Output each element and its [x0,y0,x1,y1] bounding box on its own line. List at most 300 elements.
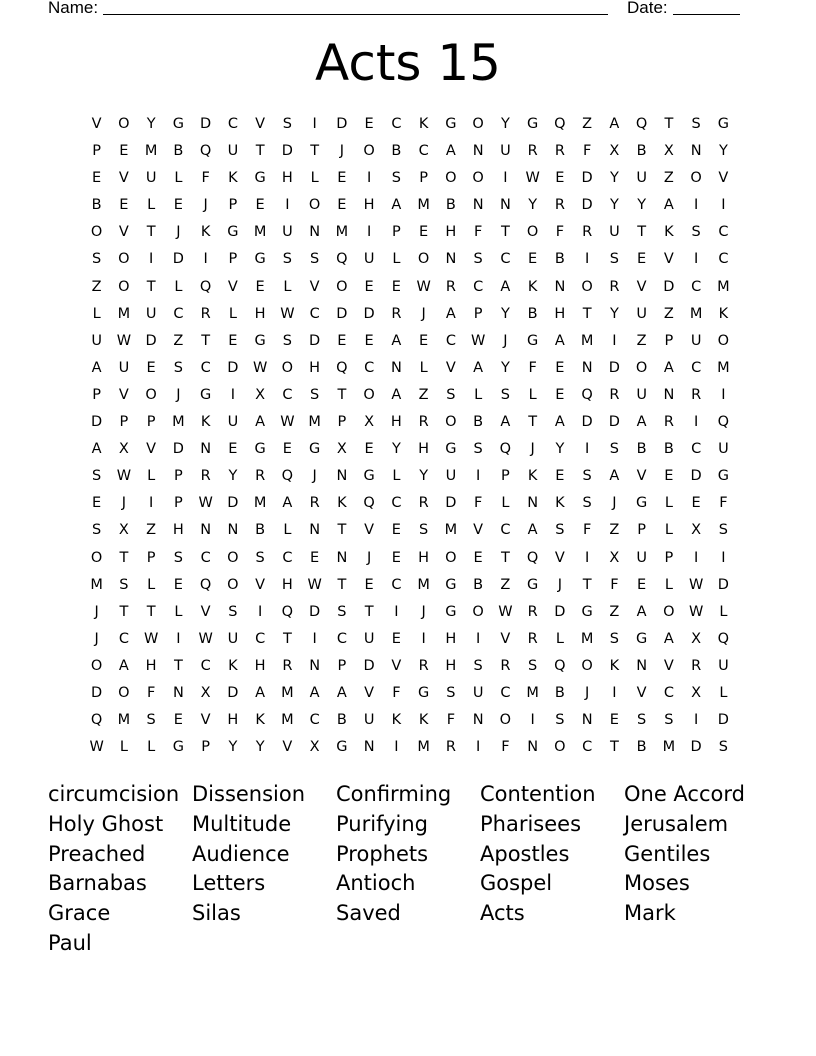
grid-letter: F [501,739,510,756]
grid-letter: O [227,576,239,593]
grid-letter: J [176,386,181,403]
grid-letter: D [309,603,321,620]
grid-letter: G [717,116,729,132]
grid-letter: N [663,386,675,403]
grid-letter: Y [500,305,510,322]
grid-row [83,114,737,141]
grid-letter: Y [228,739,238,756]
grid-letter: C [309,712,320,729]
grid-letter: Z [663,305,674,322]
grid-letter: K [200,224,211,241]
grid-letter: H [418,441,430,458]
grid-letter: S [555,712,565,729]
grid-row [83,195,737,222]
grid-letter: H [254,657,266,674]
grid-letter: U [145,305,157,322]
grid-letter: B [391,143,402,160]
grid-letter: Y [391,441,401,458]
grid-letter: I [693,414,699,431]
grid-letter: T [500,224,510,241]
grid-letter: T [146,278,156,295]
grid-letter: M [253,495,267,512]
grid-letter: P [174,495,183,512]
grid-letter: V [255,576,266,593]
grid-letter: V [364,522,375,539]
grid-letter: E [391,278,401,295]
grid-letter: S [119,576,129,593]
grid-letter: Q [363,495,375,512]
grid-letter: G [336,739,348,756]
grid-letter: A [609,116,620,132]
grid-letter: L [719,684,728,701]
grid-letter: A [391,197,402,214]
grid-letter: Q [499,441,512,458]
grid-letter: H [363,197,375,214]
grid-letter: W [198,495,213,512]
word-list-item: Jerusalem [624,811,729,836]
grid-letter: C [500,251,511,268]
grid-letter: C [500,684,511,701]
grid-letter: W [198,630,213,647]
grid-letter: D [200,116,212,132]
grid-letter: T [582,576,592,593]
grid-letter: R [418,657,429,674]
grid-letter: S [255,549,265,566]
grid-letter: H [445,630,457,647]
grid-letter: C [309,305,320,322]
grid-letter: N [336,549,348,566]
grid-letter: M [117,712,131,729]
grid-letter: Q [336,359,348,376]
grid-row [83,575,737,602]
grid-letter: B [91,197,102,214]
grid-letter: X [255,386,266,403]
grid-letter: H [281,576,293,593]
grid-letter: E [173,576,183,593]
grid-letter: F [473,495,483,512]
grid-letter: B [636,739,647,756]
grid-letter: V [282,739,293,756]
grid-letter: Y [609,197,619,214]
grid-letter: E [364,332,374,349]
grid-letter: H [554,305,566,322]
grid-letter: O [690,170,702,187]
grid-letter: O [145,386,157,403]
grid-letter: Y [500,359,510,376]
grid-letter: R [391,305,402,322]
grid-letter: X [118,441,129,458]
grid-letter: G [254,251,266,268]
grid-letter: U [363,712,375,729]
word-list-item: Antioch [336,871,416,896]
grid-letter: X [609,143,620,160]
grid-letter: Q [717,414,730,431]
grid-letter: M [580,332,594,349]
grid-letter: V [554,549,565,566]
grid-letter: J [339,143,345,160]
grid-letter: E [664,468,674,485]
header-row [0,0,816,22]
grid-letter: D [309,332,321,349]
grid-letter: N [581,712,593,729]
grid-letter: L [147,197,156,214]
grid-letter: S [582,468,592,485]
grid-letter: F [582,522,592,539]
grid-letter: A [391,386,402,403]
grid-letter: J [612,495,617,512]
grid-row [83,656,737,683]
grid-letter: L [119,739,128,756]
grid-row [83,737,737,764]
grid-letter: S [718,739,728,756]
grid-letter: J [503,332,508,349]
grid-letter: C [336,630,347,647]
grid-letter: E [255,278,265,295]
grid-letter: B [663,441,674,458]
grid-letter: X [691,684,702,701]
grid-letter: R [527,603,538,620]
grid-letter: V [227,278,238,295]
grid-letter: L [228,305,237,322]
grid-letter: Z [173,332,184,349]
grid-letter: D [608,359,620,376]
grid-letter: A [255,414,266,431]
grid-letter: R [309,495,320,512]
grid-letter: E [364,116,374,132]
grid-letter: Q [635,116,648,132]
grid-letter: U [363,251,375,268]
grid-letter: N [363,739,375,756]
grid-letter: D [717,712,729,729]
grid-letter: Q [526,549,539,566]
grid-letter: M [117,305,131,322]
grid-letter: P [637,522,646,539]
grid-letter: E [364,576,374,593]
grid-letter: K [228,170,238,187]
grid-letter: C [227,116,238,132]
grid-letter: G [636,630,648,647]
grid-letter: G [636,495,648,512]
grid-letter: J [366,549,372,566]
grid-letter: X [691,630,702,647]
grid-letter: I [584,251,590,268]
grid-letter: I [721,549,726,566]
grid-letter: G [527,576,539,593]
grid-letter: Z [500,576,511,593]
grid-letter: Y [500,116,510,132]
grid-letter: Y [637,197,647,214]
grid-letter: M [526,684,539,701]
grid-letter: M [717,278,730,295]
grid-letter: G [445,603,457,620]
grid-letter: O [90,549,103,566]
grid-letter: G [200,386,212,403]
grid-letter: K [200,414,211,431]
grid-letter: A [445,143,456,160]
grid-letter: E [337,197,347,214]
grid-letter: P [337,414,347,431]
grid-letter: T [664,116,674,132]
grid-letter: X [364,414,375,431]
grid-letter: J [530,441,535,458]
grid-letter: D [145,332,157,349]
grid-letter: Z [418,386,429,403]
grid-row [83,520,737,547]
grid-letter: B [473,414,484,431]
grid-letter: R [554,143,565,160]
grid-letter: I [366,224,372,241]
grid-letter: I [530,712,535,729]
grid-letter: E [555,386,565,403]
grid-letter: R [282,657,293,674]
grid-letter: N [200,441,212,458]
grid-letter: M [662,739,676,756]
grid-letter: A [663,359,674,376]
grid-letter: M [308,414,321,431]
word-list-item: Acts [480,901,525,926]
grid-letter: O [554,739,566,756]
grid-letter: T [337,576,347,593]
grid-letter: O [717,332,730,349]
grid-letter: S [337,603,347,620]
grid-row [83,168,737,195]
grid-letter: F [719,495,728,512]
grid-letter: I [475,630,481,647]
grid-letter: T [146,603,156,620]
word-list-item: Audience [192,841,290,866]
grid-letter: L [664,522,673,539]
grid-letter: A [445,305,456,322]
grid-letter: I [257,603,263,620]
grid-letter: I [366,170,372,187]
grid-letter: U [227,630,239,647]
grid-letter: A [391,332,402,349]
word-list-item: Gentiles [624,841,711,866]
grid-letter: F [473,224,483,241]
grid-letter: E [391,630,401,647]
grid-letter: T [609,739,619,756]
grid-letter: E [391,522,401,539]
grid-letter: P [419,170,428,187]
grid-letter: M [689,305,703,322]
grid-letter: D [554,603,566,620]
grid-letter: U [636,549,647,566]
grid-letter: I [421,630,426,647]
word-list-item: circumcision [48,782,180,806]
grid-letter: M [281,684,294,701]
grid-letter: S [92,468,102,485]
grid-letter: Q [90,712,103,729]
grid-letter: N [581,359,593,376]
word-list-item: Prophets [336,841,429,866]
grid-letter: R [527,143,538,160]
grid-letter: I [148,251,154,268]
grid-letter: D [581,197,593,214]
grid-letter: Q [336,251,348,268]
word-list-item: Contention [480,782,596,806]
grid-letter: G [527,116,539,132]
grid-letter: B [173,143,184,160]
grid-letter: C [282,386,293,403]
grid-letter: K [337,495,347,512]
grid-letter: R [691,386,702,403]
grid-letter: E [555,359,565,376]
grid-letter: E [364,441,374,458]
grid-letter: V [636,278,647,295]
grid-letter: H [227,712,239,729]
grid-letter: A [554,332,565,349]
grid-row [83,683,737,710]
grid-letter: K [527,278,538,295]
grid-letter: D [227,495,239,512]
grid-letter: G [717,468,729,485]
word-list-row [48,928,768,958]
grid-letter: O [227,549,239,566]
grid-letter: L [310,170,319,187]
grid-letter: A [554,414,565,431]
grid-letter: D [172,441,184,458]
grid-letter: N [472,712,484,729]
grid-letter: U [145,170,157,187]
grid-letter: T [173,657,183,674]
grid-letter: F [555,224,565,241]
grid-letter: T [201,332,211,349]
grid-letter: E [419,224,429,241]
grid-letter: A [663,630,674,647]
grid-letter: S [282,116,292,132]
grid-letter: C [282,549,293,566]
grid-letter: E [419,332,429,349]
grid-letter: J [557,576,563,593]
grid-letter: R [554,197,565,214]
grid-letter: K [418,116,429,132]
grid-letter: W [688,576,704,593]
grid-letter: I [721,386,726,403]
grid-letter: P [473,305,483,322]
grid-letter: L [283,278,292,295]
grid-letter: N [472,197,484,214]
grid-letter: D [581,414,593,431]
grid-letter: O [118,116,130,132]
grid-letter: T [255,143,265,160]
grid-letter: Q [281,468,294,485]
grid-letter: P [146,414,156,431]
grid-letter: M [281,712,294,729]
grid-letter: D [581,170,593,187]
grid-letter: X [118,522,129,539]
grid-letter: Y [419,468,429,485]
grid-letter: A [636,414,647,431]
word-list-item: Silas [192,901,241,926]
grid-letter: B [445,197,456,214]
grid-letter: G [254,441,266,458]
grid-letter: B [636,441,647,458]
grid-letter: E [337,170,347,187]
grid-row [83,602,737,629]
grid-letter: O [363,386,375,403]
grid-letter: U [91,332,102,349]
grid-letter: A [336,684,347,701]
grid-letter: T [282,630,292,647]
grid-letter: L [174,278,183,295]
grid-letter: T [146,224,156,241]
grid-letter: S [718,522,728,539]
grid-letter: J [312,468,317,485]
grid-letter: R [527,630,538,647]
grid-letter: C [718,224,729,241]
grid-letter: V [309,278,320,295]
grid-letter: L [147,576,156,593]
grid-letter: H [445,224,457,241]
grid-letter: R [200,468,211,485]
grid-letter: U [363,630,375,647]
grid-letter: Y [228,468,238,485]
grid-letter: E [337,332,347,349]
grid-letter: I [475,739,481,756]
word-list-item: Mark [624,901,676,926]
grid-letter: X [336,441,347,458]
grid-letter: P [92,143,101,160]
grid-letter: B [554,684,565,701]
grid-letter: C [473,278,484,295]
grid-letter: N [499,197,511,214]
grid-letter: G [172,739,184,756]
grid-letter: O [308,197,321,214]
grid-letter: U [445,468,457,485]
grid-row [83,249,737,276]
grid-letter: I [176,630,181,647]
grid-letter: Z [582,116,593,132]
grid-letter: O [472,116,484,132]
grid-letter: O [90,224,103,241]
grid-letter: K [527,468,538,485]
grid-letter: W [416,278,431,295]
grid-letter: E [310,549,320,566]
grid-letter: S [500,386,510,403]
grid-letter: O [118,251,130,268]
grid-letter: R [200,305,211,322]
grid-letter: I [612,684,617,701]
grid-letter: T [637,224,647,241]
grid-letter: Q [717,630,730,647]
grid-letter: V [663,657,674,674]
grid-letter: W [498,603,513,620]
grid-letter: K [555,495,565,512]
grid-letter: A [309,684,320,701]
grid-letter: O [417,251,430,268]
grid-letter: S [555,522,565,539]
grid-letter: U [227,414,239,431]
grid-row [83,629,737,656]
grid-letter: C [173,305,184,322]
grid-letter: M [335,224,349,241]
grid-letter: V [391,657,402,674]
grid-letter: M [417,576,430,593]
grid-letter: O [663,603,675,620]
grid-letter: F [446,712,456,729]
grid-letter: I [693,197,699,214]
grid-letter: S [637,712,647,729]
grid-letter: N [527,739,539,756]
grid-letter: E [92,170,102,187]
grid-letter: X [609,549,620,566]
grid-letter: Q [554,116,566,132]
grid-letter: G [445,116,457,132]
grid-letter: D [363,305,375,322]
name-label: Name: [48,0,99,17]
grid-letter: M [90,576,103,593]
grid-letter: C [391,576,402,593]
